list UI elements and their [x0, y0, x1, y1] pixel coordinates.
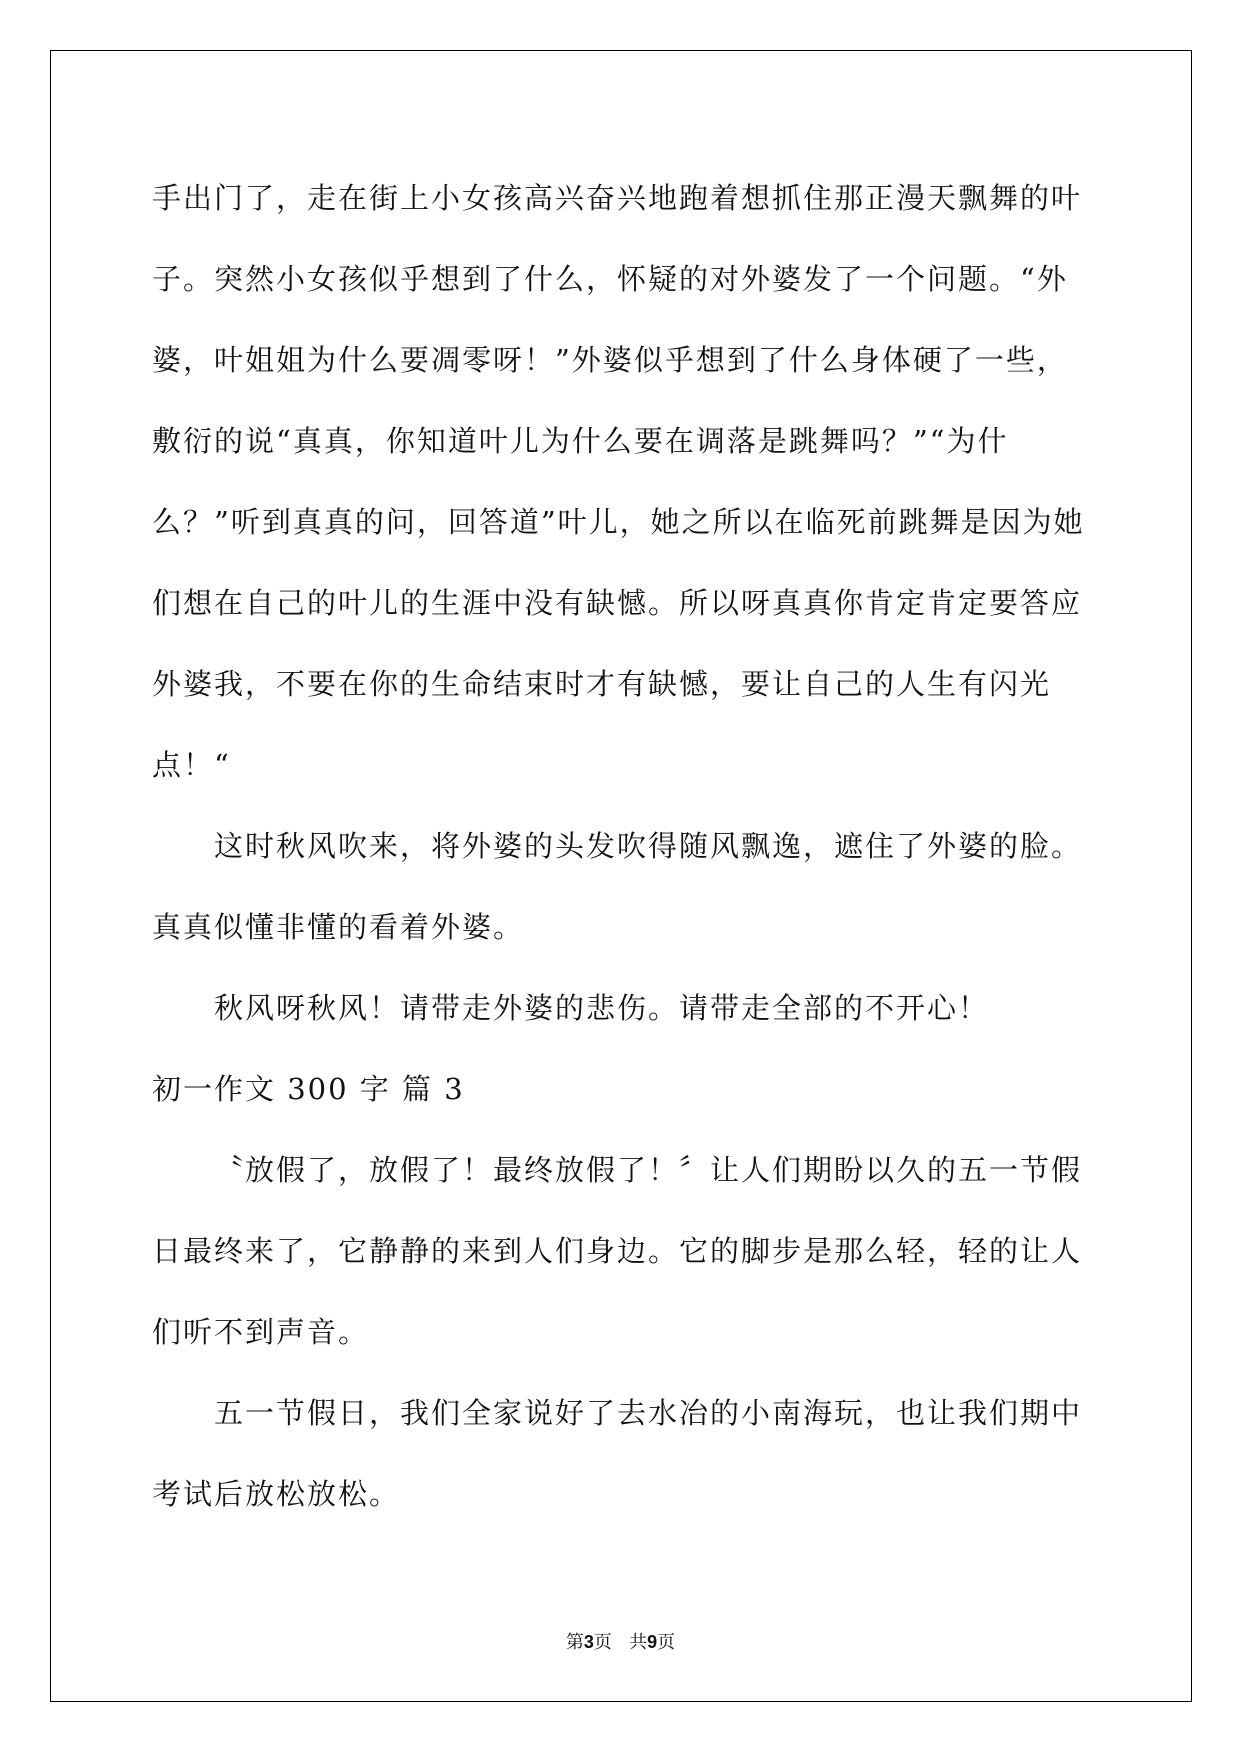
total-pages-number: 9: [647, 1632, 658, 1652]
current-page-number: 3: [583, 1632, 594, 1652]
footer-prefix: 第: [565, 1632, 584, 1653]
paragraph-holiday: 〝放假了，放假了！最终放假了！〞让人们期盼以久的五一节假日最终来了，它静静的来到人们身边。它的脚步是那么轻，轻的让人们听不到声音。: [152, 1153, 1083, 1349]
document-body: [152, 158, 1090, 1535]
footer-mid: 页 共: [593, 1632, 648, 1653]
paragraph-continued: 手出门了，走在街上小女孩高兴奋兴地跑着想抓住那正漫天飘舞的叶子。突然小女孩似乎想到了什么，怀疑的对外婆发了一个问题。“外婆，叶姐姐为什么要凋零呀！”外婆似乎想到了什么身体硬了一些，敷衍的说“真真，你知道叶儿为什么要在调落是跳舞吗？”“为什么？”听到真真的问，回答道”叶儿，她之所以在临死前跳舞是因为她们想在自己的叶儿的生涯中没有缺憾。所以呀真真你肯定肯定要答应外婆我，不要在你的生命结束时才有缺憾，要让自己的人生有闪光点！“: [152, 181, 1085, 782]
section-heading: 初一作文 300 字 篇 3: [152, 1072, 465, 1106]
page-footer: [0, 1628, 1241, 1654]
paragraph-closing: 秋风呀秋风！请带走外婆的悲伤。请带走全部的不开心！: [214, 991, 990, 1025]
paragraph-family-trip: 五一节假日，我们全家说好了去水冶的小南海玩，也让我们期中考试后放松放松。: [152, 1396, 1083, 1511]
footer-suffix: 页: [657, 1632, 676, 1653]
paragraph-autumn-wind: 这时秋风吹来，将外婆的头发吹得随风飘逸，遮住了外婆的脸。真真似懂非懂的看着外婆。: [152, 829, 1083, 944]
